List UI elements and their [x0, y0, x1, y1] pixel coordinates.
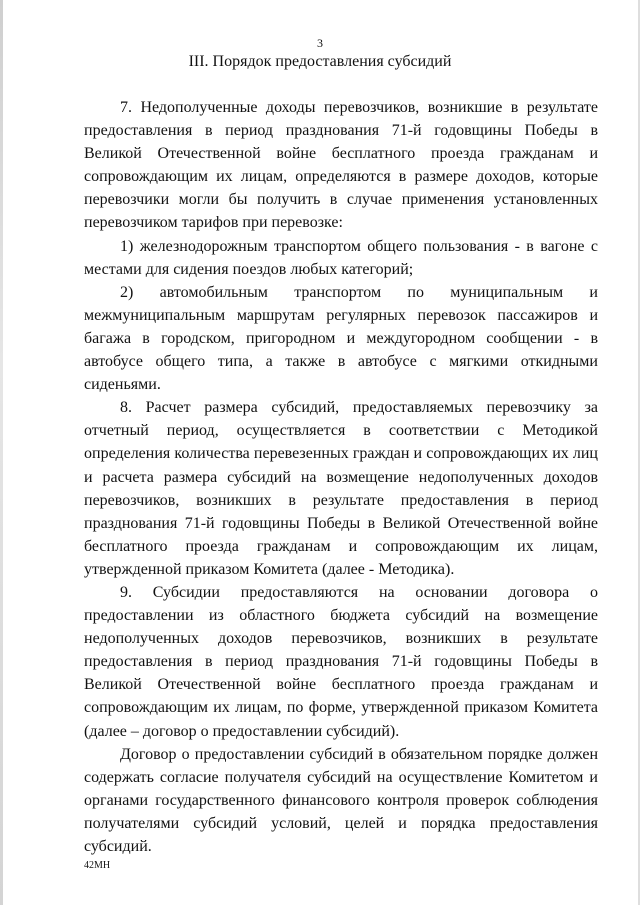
paragraph-7: 7. Недополученные доходы перевозчиков, возникшие в результате предоставления в период празднования 71-й годовщины Победы в Великой Отечественной войне бесплатного проезда гражданам и сопровождающим их лицам, определяются в размере доходов, которые перевозчики могли бы получить в случае применения установленных перевозчиком тарифов при перевозке:	[84, 99, 598, 232]
footer-code: 42МН	[84, 860, 111, 871]
paragraph-7-item-2: 2) автомобильным транспортом по муниципальным и межмуниципальным маршрутам регулярных перевозок пассажиров и багажа в городском, пригородном и междугородном сообщении - в автобусе общего типа, а также в автобусе с мягкими откидными сиденьями.	[84, 283, 598, 394]
section-title: III. Порядок предоставления субсидий	[188, 53, 452, 70]
paragraph-7-item-1: 1) железнодорожным транспортом общего пользования - в вагоне с местами для сидения поездов любых категорий;	[84, 237, 598, 278]
document-body	[84, 96, 598, 858]
paragraph-8: 8. Расчет размера субсидий, предоставляемых перевозчику за отчетный период, осуществляется в соответствии с Методикой определения количества перевезенных граждан и сопровождающих их лиц и расчета размера субсидий на возмещение недополученных доходов перевозчиков, возникших в результате предоставления в период празднования 71-й годовщины Победы в Великой Отечественной войне бесплатного проезда гражданам и сопровождающим их лицам, утвержденной приказом Комитета (далее - Методика).	[84, 399, 598, 578]
page-number: 3	[317, 36, 323, 50]
scan-edge-left	[0, 0, 3, 905]
paragraph-9: 9. Субсидии предоставляются на основании договора о предоставлении из областного бюджета субсидий на возмещение недополученных доходов перевозчиков, возникших в результате предоставления в период празднования 71-й годовщины Победы в Великой Отечественной войне бесплатного проезда гражданам и сопровождающим их лицам, по форме, утвержденной приказом Комитета (далее – договор о предоставлении субсидий).	[84, 583, 598, 740]
paragraph-9-contract: Договор о предоставлении субсидий в обязательном порядке должен содержать согласие получателя субсидий на осуществление Комитетом и органами государственного финансового контроля проверок соблюдения получателями субсидий условий, целей и порядка предоставления субсидий.	[84, 745, 598, 855]
